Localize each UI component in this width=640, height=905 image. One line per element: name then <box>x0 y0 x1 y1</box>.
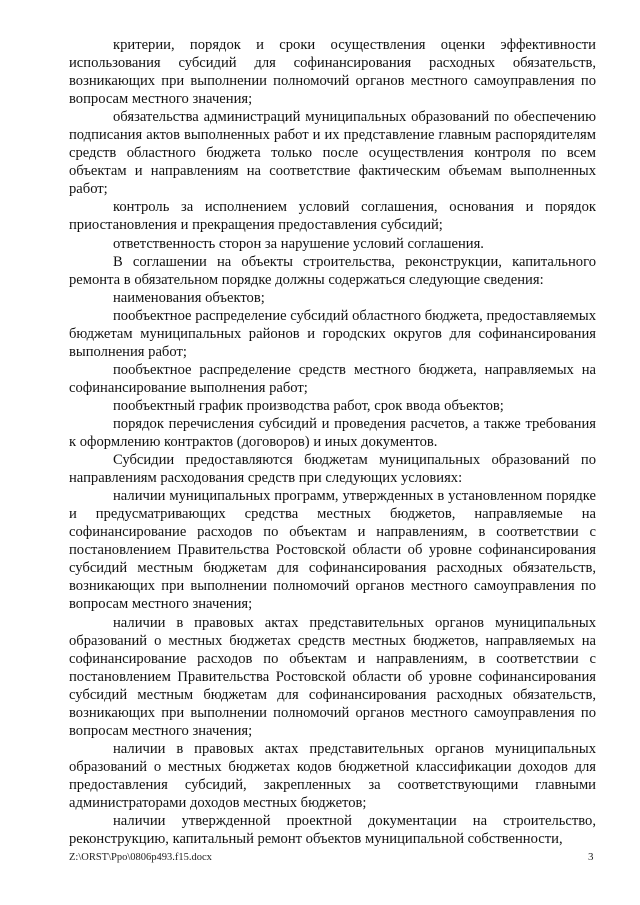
footer-file-path: Z:\ORST\Ppo\0806p493.f15.docx <box>69 852 212 863</box>
paragraph-criteria: критерии, порядок и сроки осуществления оценки эффективности использования субсидий для софинансирования расходных обязательств, возникающих при выполнении полномочий органов местного самоуправления по вопросам местного значения; <box>69 37 596 108</box>
paragraph-legal-acts-codes: наличии в правовых актах представительных органов муниципальных образований о местных бюджетах кодов бюджетной классификации доходов для предоставления субсидий, закрепленных за соответствующими главными администраторами доходов местных бюджетов; <box>69 740 596 811</box>
paragraph-project-documentation: наличии утвержденной проектной документации на строительство, реконструкцию, капитальный ремонт объектов муниципальной собственности, <box>69 813 596 848</box>
paragraph-local-distribution: пообъектное распределение средств местного бюджета, направляемых на софинансирование выполнения работ; <box>69 361 596 396</box>
page-number: 3 <box>588 851 594 863</box>
paragraph-regional-distribution: пообъектное распределение субсидий областного бюджета, предоставляемых бюджетам муниципальных районов и городских округов для софинансирования выполнения работ; <box>69 307 596 360</box>
paragraph-legal-acts-funds: наличии в правовых актах представительных органов муниципальных образований о местных бюджетах средств местных бюджетов, направляемых на софинансирование расходов по объектам и направлениям, в соответствии с постановлением Правительства Ростовской области об уровне софинансирования субсидий местным бюджетам для софинансирования расходных обязательств, возникающих при выполнении полномочий органов местного самоуправления по вопросам местного значения; <box>69 614 596 739</box>
paragraph-control: контроль за исполнением условий соглашения, основания и порядок приостановления и прекращения предоставления субсидий; <box>69 199 596 234</box>
paragraph-transfer-procedure: порядок перечисления субсидий и проведения расчетов, а также требования к оформлению контрактов (договоров) и иных документов. <box>69 415 596 451</box>
paragraph-administration-obligations: обязательства администраций муниципальных образований по обеспечению подписания актов выполненных работ и их представление главным распорядителям средств областного бюджета только после осуществления контроля по всем объектам и направлениям на соответствие фактическим объемам выполненных работ; <box>69 109 596 198</box>
paragraph-municipal-programs: наличии муниципальных программ, утвержденных в установленном порядке и предусматривающих средства местных бюджетов, направляемые на софинансирование расходов по объектам и направлениям, в соответствии с постановлением Правительства Ростовской области об уровне софинансирования субсидий местным бюджетам для софинансирования расходных обязательств, возникающих при выполнении полномочий органов местного самоуправления по вопросам местного значения; <box>69 488 596 613</box>
document-body <box>69 36 596 848</box>
paragraph-agreement-info: В соглашении на объекты строительства, реконструкции, капитального ремонта в обязательном порядке должны содержаться следующие сведения: <box>69 253 596 288</box>
paragraph-responsibility: ответственность сторон за нарушение условий соглашения. <box>113 235 484 252</box>
paragraph-object-names: наименования объектов; <box>113 289 265 306</box>
paragraph-subsidy-conditions: Субсидии предоставляются бюджетам муниципальных образований по направлениям расходования средств при следующих условиях: <box>69 452 596 487</box>
paragraph-schedule: пообъектный график производства работ, срок ввода объектов; <box>113 397 504 414</box>
